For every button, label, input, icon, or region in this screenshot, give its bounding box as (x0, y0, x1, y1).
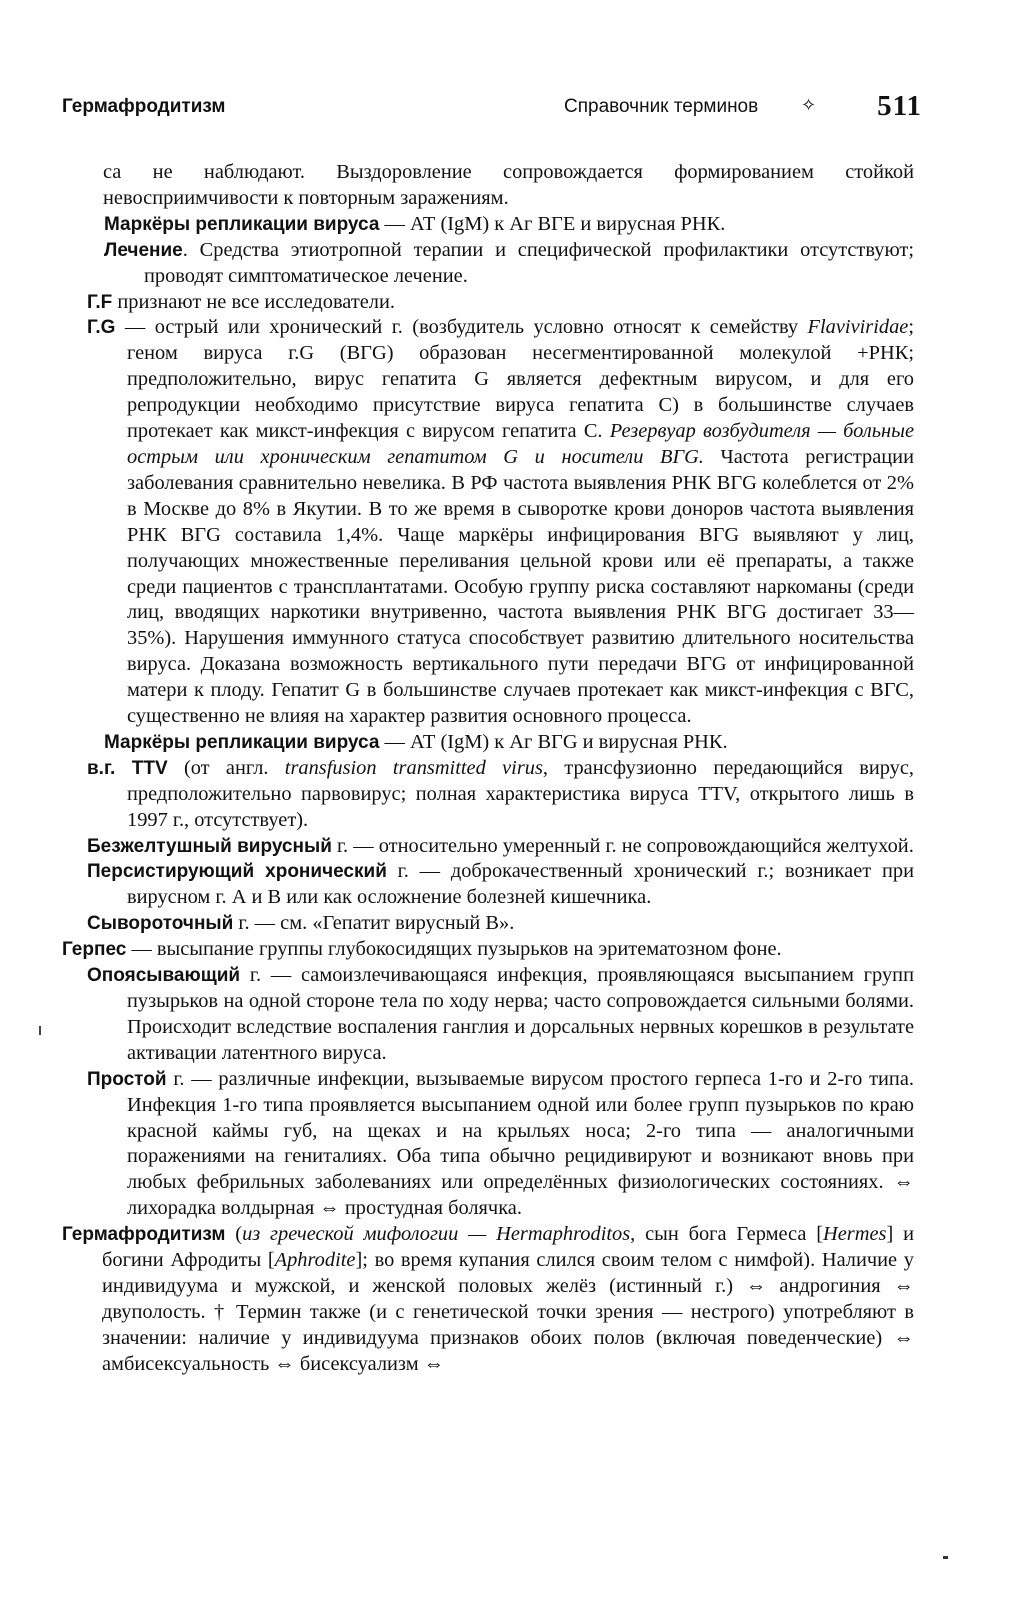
entry-text: г. — различные инфекции, вызываемые вирусом простого герпеса 1-го и 2-го типа. Инфекция 1-го типа проявляется высыпанием одной или более групп пузырьков по краю красной каймы губ, на щеках и на крыльях носа; 2-го типа — аналогичными поражениями на гениталиях. Оба типа обычно рецидивируют и возникают вновь при любых фебрильных заболеваниях или определённых физиологических состояниях. ⇔ лихорадка волдырная ⇔ простудная болячка. (127, 1067, 914, 1220)
running-header (62, 90, 922, 128)
entry-text: — АТ (IgM) к Аг ВГG и вирусная РНК. (379, 730, 728, 753)
entry-italic: Hermes (823, 1223, 887, 1246)
entry-text: г. — см. «Гепатит вирусный В». (233, 912, 515, 935)
entry-italic: Flaviviridae (807, 316, 909, 339)
entry-term: Маркёры репликации вируса (104, 731, 380, 753)
entry-text: ]; во время купания слился своим телом с нимфой). Наличие у индивидуума и мужской, и женской половых желёз (истинный г.) ⇔ андрогиния ⇔ двуполость. † Термин также (и с генетической точки зрения — нестрого) употребляют в значении: наличие у индивидуума признаков обоих полов (включая поведенческие) ⇔ амбисексуальность ⇔ бисексуализм ⇔ (102, 1249, 914, 1375)
entry-text: , сын бога Гермеса [ (630, 1223, 824, 1246)
entry-text: — острый или хронический г. (возбудитель условно относят к семейству (115, 316, 808, 339)
entry-text: признают не все исследователи. (112, 290, 395, 313)
entry-persistent (87, 859, 914, 911)
entry-italic: Aphrodite (274, 1249, 356, 1272)
entry-hermaphroditism (62, 1222, 914, 1377)
scan-speck (943, 1556, 948, 1559)
entry-text: . Средства этиотропной терапии и специфической профилактики отсутствуют; проводят симптоматическое лечение. (144, 238, 914, 287)
entry-text: ( (225, 1223, 243, 1246)
entry-serum (87, 911, 914, 937)
entry-ttv (87, 756, 914, 834)
entry-text: ] и богини Афродиты [ (102, 1223, 914, 1272)
entry-text: — АТ (IgM) к Аг ВГЕ и вирусная РНК. (379, 212, 726, 235)
continuation-paragraph: са не наблюдают. Выздоровление сопровождается формированием стойкой невосприимчивости к повторным заражениям. (103, 161, 914, 209)
entry-term: Лечение (104, 239, 183, 261)
page-body (62, 160, 914, 1378)
entry-hepatitis-f (87, 290, 914, 316)
entry-simplex (87, 1067, 914, 1222)
entry-markers-hge (104, 212, 914, 238)
entry-text: г. — доброкачественный хронический г.; возникает при вирусном г. А и В или как осложнение болезней кишечника. (127, 860, 914, 909)
entry-term: Безжелтушный вирусный (87, 835, 332, 857)
entry-text: г. — относительно умеренный г. не сопровождающийся желтухой. (331, 834, 914, 857)
diamond-ornament-icon: ✧ (801, 95, 817, 115)
entry-term: Гермафродитизм (62, 1224, 226, 1246)
entry-term: в.г. TTV (87, 757, 168, 779)
entry-term: Герпес (62, 939, 127, 961)
entry-anicteric (87, 834, 914, 860)
entry-text: — высыпание группы глубокосидящих пузырьков на эритематозном фоне. (126, 938, 782, 961)
entry-text: , трансфузионно передающийся вирус, предположительно парвовирус; полная характеристика вируса TTV, открытого лишь в 1997 г., отсутствует). (127, 756, 915, 831)
margin-mark (39, 1026, 41, 1035)
entry-markers-hgv (104, 730, 914, 756)
section-title: Справочник терминов (564, 96, 759, 117)
entry-text: ; геном вируса г.G (ВГG) образован несегментированной молекулой +РНК; предположительно, вирус гепатита G является дефектным вирусом, и для его репродукции необходимо присутствие вируса гепатита С) в большинстве случаев протекает как микст-инфекция с вирусом гепатита С. (127, 316, 914, 443)
entry-term: Простой (87, 1068, 167, 1090)
entry-italic: transfusion transmitted virus (284, 756, 543, 779)
entry-term: Опоясывающий (87, 965, 241, 987)
entry-text: Частота регистрации заболевания сравнительно невелика. В РФ частота выявления РНК ВГG колеблется от 2% в Москве до 8% в Якутии. В то же время в сыворотке крови доноров частота выявления РНК ВГG составила 1,4%. Чаще маркёры инфицирования ВГG выявляют у лиц, получающих множественные переливания цельной крови или её препараты, а также среди пациентов с трансплантатами. Особую группу риска составляют наркоманы (среди лиц, вводящих наркотики внутривенно, частота выявления РНК ВГG достигает 33—35%). Нарушения иммунного статуса способствует развитию длительного носительства вируса. Доказана возможность вертикального пути передачи ВГG от инфицированной матери к плоду. Гепатит G в большинстве случаев протекает как микст-инфекция с ВГС, существенно не влияя на характер развития основного процесса. (127, 445, 914, 728)
entry-text: (от англ. (167, 756, 285, 779)
entry-herpes (62, 937, 914, 963)
entry-term: Маркёры репликации вируса (104, 213, 380, 235)
entry-italic: Резервуар возбудителя — больные острым или хроническим гепатитом G и носители ВГG. (127, 420, 915, 468)
entry-term: Г.F (87, 291, 113, 313)
running-title: Гермафродитизм (62, 96, 226, 117)
entry-term: Сывороточный (87, 913, 234, 935)
entry-zoster (87, 963, 914, 1067)
entry-term: Персистирующий хронический (87, 861, 387, 883)
entry-term: Г.G (87, 317, 116, 339)
entry-italic: из греческой мифологии — Hermaphroditos (242, 1223, 631, 1246)
entry-treatment (104, 238, 914, 290)
entry-text: г. — самоизлечивающаяся инфекция, проявляющаяся высыпанием групп пузырьков на одной стороне тела по ходу нерва; часто сопровождается сильными болями. Происходит вследствие воспаления ганглия и дорсальных нервных корешков в результате активации латентного вируса. (127, 964, 914, 1064)
entry-hepatitis-g (87, 315, 914, 730)
page-number: 511 (877, 90, 922, 122)
